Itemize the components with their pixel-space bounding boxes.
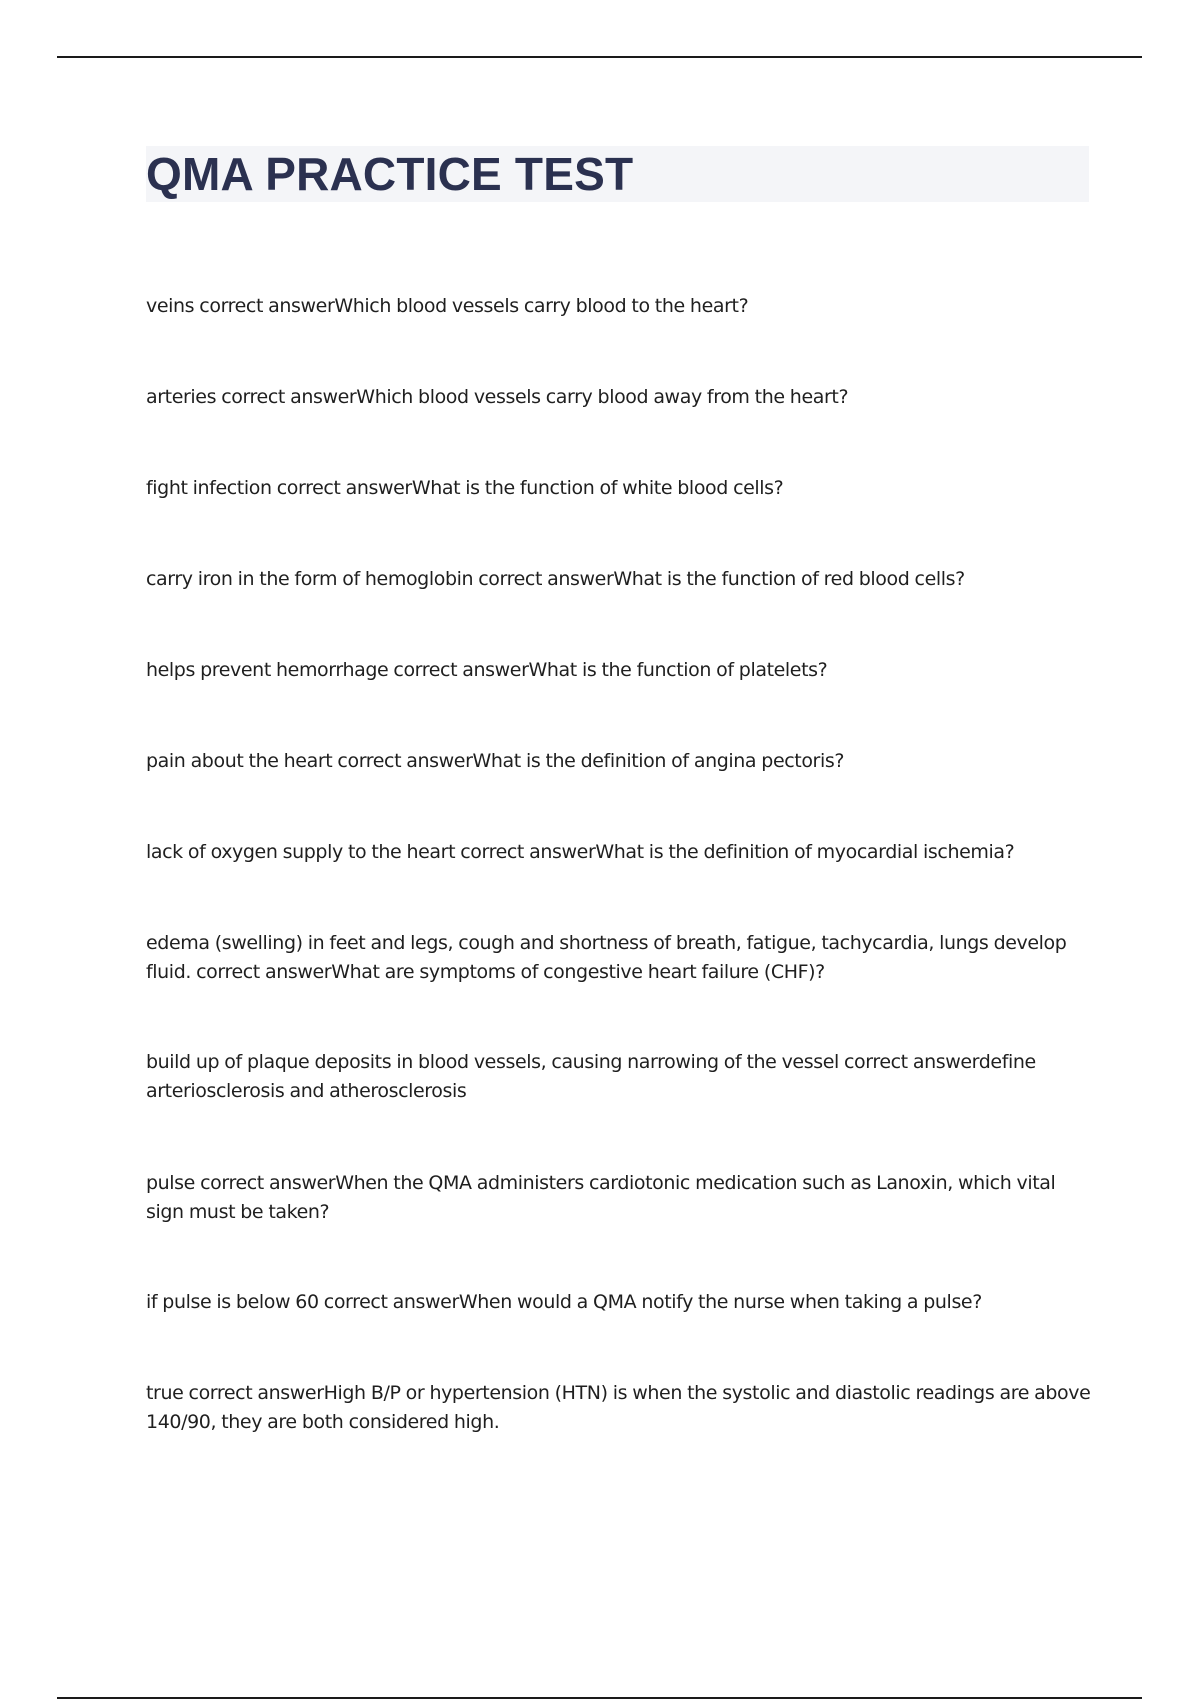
page-title: QMA PRACTICE TEST [146, 148, 634, 200]
qa-item: veins correct answerWhich blood vessels carry blood to the heart? [146, 295, 749, 317]
qa-item: pulse correct answerWhen the QMA administers cardiotonic medication such as Lanoxin, which vital sign must be taken? [146, 1172, 1056, 1223]
top-divider [57, 56, 1142, 58]
qa-item: helps prevent hemorrhage correct answerWhat is the function of platelets? [146, 659, 828, 681]
qa-item: true correct answerHigh B/P or hypertension (HTN) is when the systolic and diastolic readings are above 140/90, they are both considered high. [146, 1382, 1091, 1433]
qa-item: carry iron in the form of hemoglobin correct answerWhat is the function of red blood cells? [146, 568, 965, 590]
bottom-divider [57, 1697, 1142, 1699]
qa-item: fight infection correct answerWhat is the function of white blood cells? [146, 477, 784, 499]
qa-item: pain about the heart correct answerWhat is the definition of angina pectoris? [146, 750, 845, 772]
qa-item: edema (swelling) in feet and legs, cough and shortness of breath, fatigue, tachycardia, lungs develop fluid. correct answerWhat are symptoms of congestive heart failure (CHF)? [146, 932, 1067, 983]
qa-item: if pulse is below 60 correct answerWhen would a QMA notify the nurse when taking a pulse? [146, 1291, 982, 1313]
qa-item: lack of oxygen supply to the heart correct answerWhat is the definition of myocardial ischemia? [146, 841, 1015, 863]
qa-item: arteries correct answerWhich blood vessels carry blood away from the heart? [146, 386, 849, 408]
qa-item: build up of plaque deposits in blood vessels, causing narrowing of the vessel correct answerdefine arteriosclerosis and atherosclerosis [146, 1051, 1036, 1102]
